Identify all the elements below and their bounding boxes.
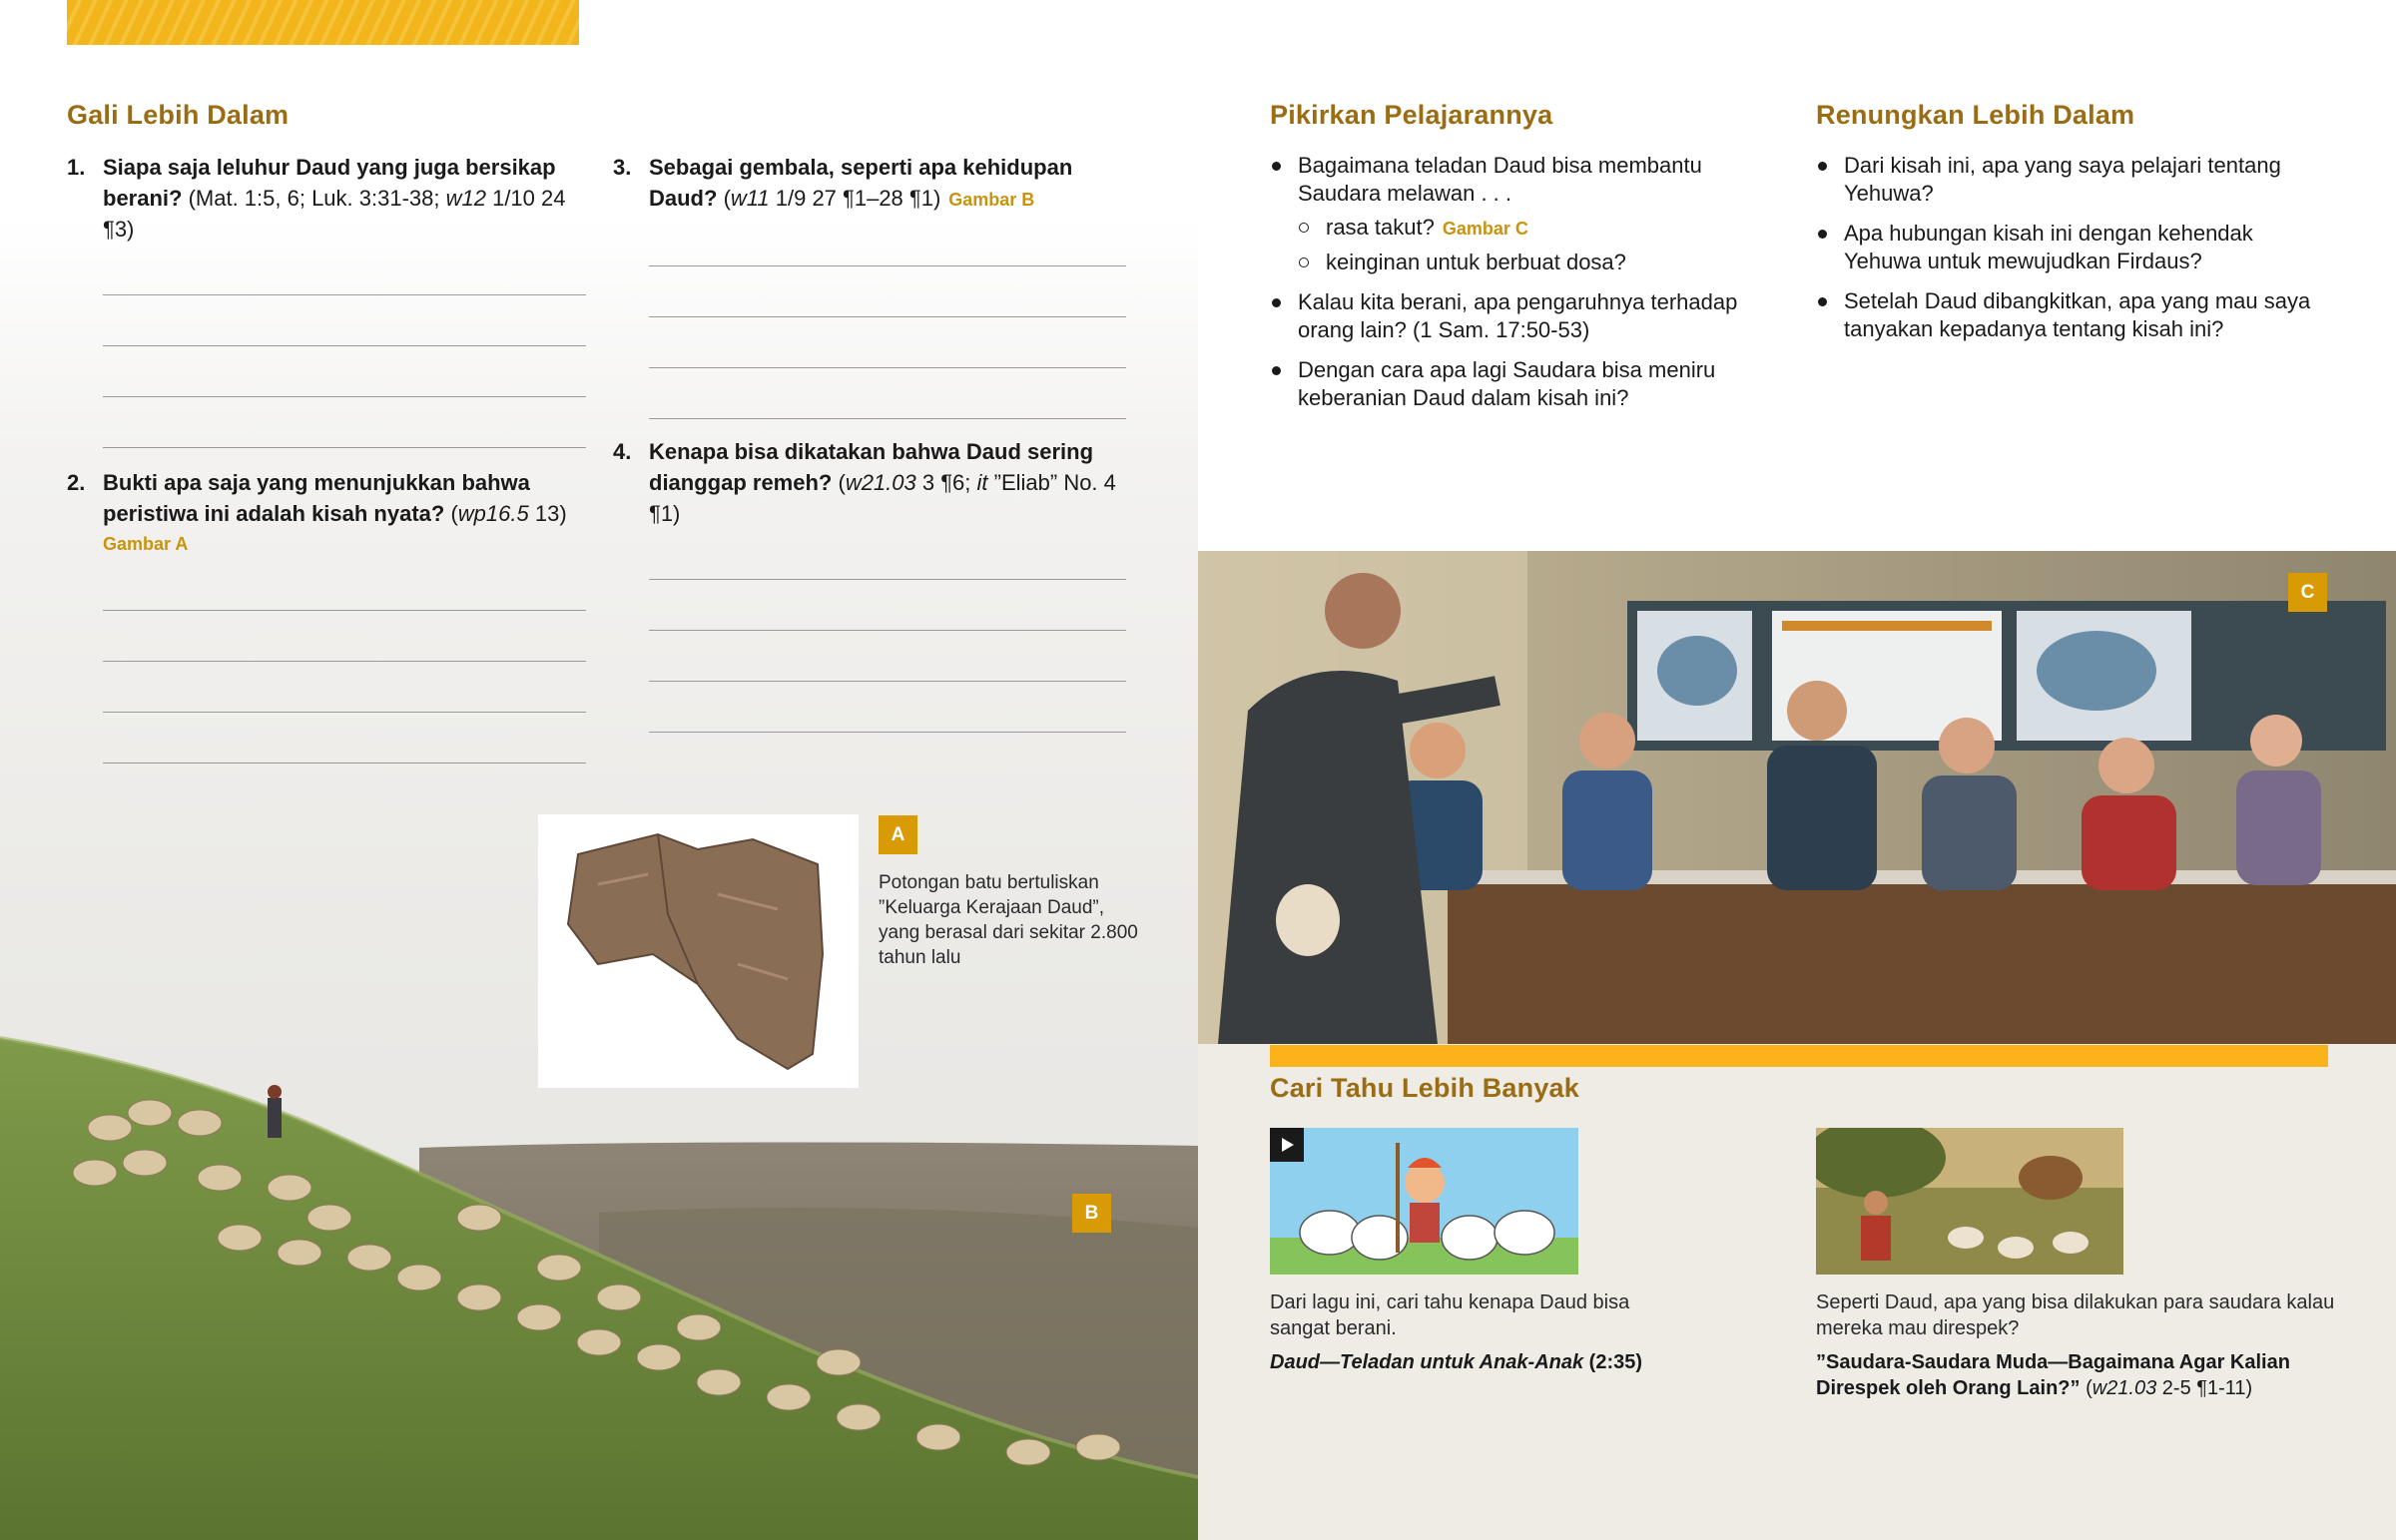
- answer-line[interactable]: [103, 245, 586, 295]
- right-page: [1198, 0, 2396, 1540]
- question-1: 1. Siapa saja leluhur Daud yang juga bersikap berani? (Mat. 1:5, 6; Luk. 3:31-38; w12 1/10 24 ¶3): [67, 152, 586, 448]
- question-text: Siapa saja leluhur Daud yang juga bersikap berani?: [103, 155, 556, 211]
- answer-lines[interactable]: [649, 216, 1126, 419]
- list-item: Bagaimana teladan Daud bisa membantu Saudara melawan . . . rasa takut? Gambar C keinginan untuk berbuat dosa?: [1270, 152, 1769, 276]
- question-text: Bukti apa saja yang menunjukkan bahwa peristiwa ini adalah kisah nyata?: [103, 470, 530, 526]
- video-thumbnail-daud-song[interactable]: [1270, 1128, 1578, 1275]
- question-4: 4. Kenapa bisa dikatakan bahwa Daud sering dianggap remeh? (w21.03 3 ¶6; it ”Eliab” No. 4 ¶1): [613, 436, 1126, 733]
- skull-model: [1276, 884, 1340, 956]
- question-text: Sebagai gembala, seperti apa kehidupan Daud?: [649, 155, 1073, 211]
- think-list: [1270, 152, 1769, 424]
- answer-line[interactable]: [649, 368, 1126, 419]
- answer-line[interactable]: [103, 560, 586, 611]
- figure-badge-c: C: [2288, 573, 2327, 612]
- question-text: Kenapa bisa dikatakan bahwa Daud sering dianggap remeh?: [649, 439, 1094, 495]
- answer-line[interactable]: [649, 216, 1126, 266]
- shepherd-figure: [268, 1085, 282, 1138]
- answer-line[interactable]: [103, 662, 586, 713]
- list-item: Setelah Daud dibangkitkan, apa yang mau saya tanyakan kepadanya tentang kisah ini?: [1816, 287, 2315, 343]
- decorative-top-band: [67, 0, 579, 45]
- answer-lines[interactable]: [649, 529, 1126, 733]
- list-item: Dengan cara apa lagi Saudara bisa meniru keberanian Daud dalam kisah ini?: [1270, 356, 1769, 412]
- article-title-link[interactable]: ”Saudara-Saudara Muda—Bagaimana Agar Kalian Direspek oleh Orang Lain?”: [1816, 1351, 2290, 1399]
- answer-line[interactable]: [103, 295, 586, 346]
- answer-line[interactable]: [103, 713, 586, 764]
- section-heading-pikirkan: Pikirkan Pelajarannya: [1270, 100, 1553, 130]
- figure-ref-a[interactable]: Gambar A: [103, 534, 189, 554]
- classroom-photo: [1198, 551, 2396, 1044]
- cartoon-shepherd-icon: [1270, 1128, 1578, 1275]
- question-number: 2.: [67, 470, 86, 495]
- answer-line[interactable]: [649, 631, 1126, 682]
- figure-ref-b[interactable]: Gambar B: [948, 190, 1035, 210]
- question-2: 2. Bukti apa saja yang menunjukkan bahwa peristiwa ini adalah kisah nyata? (wp16.5 13) Gambar A: [67, 467, 586, 764]
- answer-line[interactable]: [649, 682, 1126, 733]
- figure-badge-a: A: [879, 815, 917, 854]
- answer-lines[interactable]: [103, 560, 586, 764]
- answer-lines[interactable]: [103, 245, 586, 448]
- list-item: rasa takut? Gambar C: [1298, 214, 1769, 243]
- answer-line[interactable]: [649, 529, 1126, 580]
- list-item: Apa hubungan kisah ini dengan kehendak Yehuwa untuk mewujudkan Firdaus?: [1816, 220, 2315, 275]
- play-icon[interactable]: [1270, 1128, 1304, 1162]
- answer-line[interactable]: [649, 580, 1126, 631]
- figure-ref-c[interactable]: Gambar C: [1442, 219, 1528, 239]
- list-item: Dari kisah ini, apa yang saya pelajari tentang Yehuwa?: [1816, 152, 2315, 208]
- section-heading-cari-tahu: Cari Tahu Lebih Banyak: [1270, 1073, 1579, 1103]
- figure-badge-b: B: [1072, 1194, 1111, 1233]
- article-thumbnail-daud-lion[interactable]: [1816, 1128, 2123, 1275]
- stone-fragment-photo: [538, 814, 859, 1088]
- answer-line[interactable]: [649, 266, 1126, 317]
- painting-shepherd-lion-icon: [1816, 1128, 2123, 1275]
- stone-fragment-icon: [538, 814, 859, 1088]
- answer-line[interactable]: [103, 346, 586, 397]
- article-info-2: Seperti Daud, apa yang bisa dilakukan para saudara kalau mereka mau direspek? ”Saudara-Saudara Muda—Bagaimana Agar Kalian Direspek oleh Orang Lain?” (w21.03 2-5 ¶1-11): [1816, 1291, 2335, 1399]
- reflect-list: [1816, 152, 2315, 355]
- figure-a-caption: Potongan batu bertuliskan ”Keluarga Kerajaan Daud”, yang berasal dari sekitar 2.800 tahun lalu: [879, 872, 1138, 968]
- video-info-1: Dari lagu ini, cari tahu kenapa Daud bisa sangat berani. Daud—Teladan untuk Anak-Anak (2:35): [1270, 1291, 1643, 1373]
- section-divider-bar: [1270, 1045, 2328, 1067]
- question-number: 3.: [613, 155, 632, 180]
- answer-line[interactable]: [649, 317, 1126, 368]
- list-item: Kalau kita berani, apa pengaruhnya terhadap orang lain? (1 Sam. 17:50-53): [1270, 288, 1769, 344]
- list-item: keinginan untuk berbuat dosa?: [1298, 249, 1769, 276]
- video-title-link[interactable]: Daud—Teladan untuk Anak-Anak: [1270, 1351, 1584, 1373]
- question-number: 4.: [613, 439, 632, 464]
- answer-line[interactable]: [103, 397, 586, 448]
- question-3: 3. Sebagai gembala, seperti apa kehidupan Daud? (w11 1/9 27 ¶1–28 ¶1) Gambar B: [613, 152, 1126, 419]
- section-heading-renungkan: Renungkan Lebih Dalam: [1816, 100, 2135, 130]
- section-heading-gali: Gali Lebih Dalam: [67, 100, 290, 130]
- answer-line[interactable]: [103, 611, 586, 662]
- question-number: 1.: [67, 155, 86, 180]
